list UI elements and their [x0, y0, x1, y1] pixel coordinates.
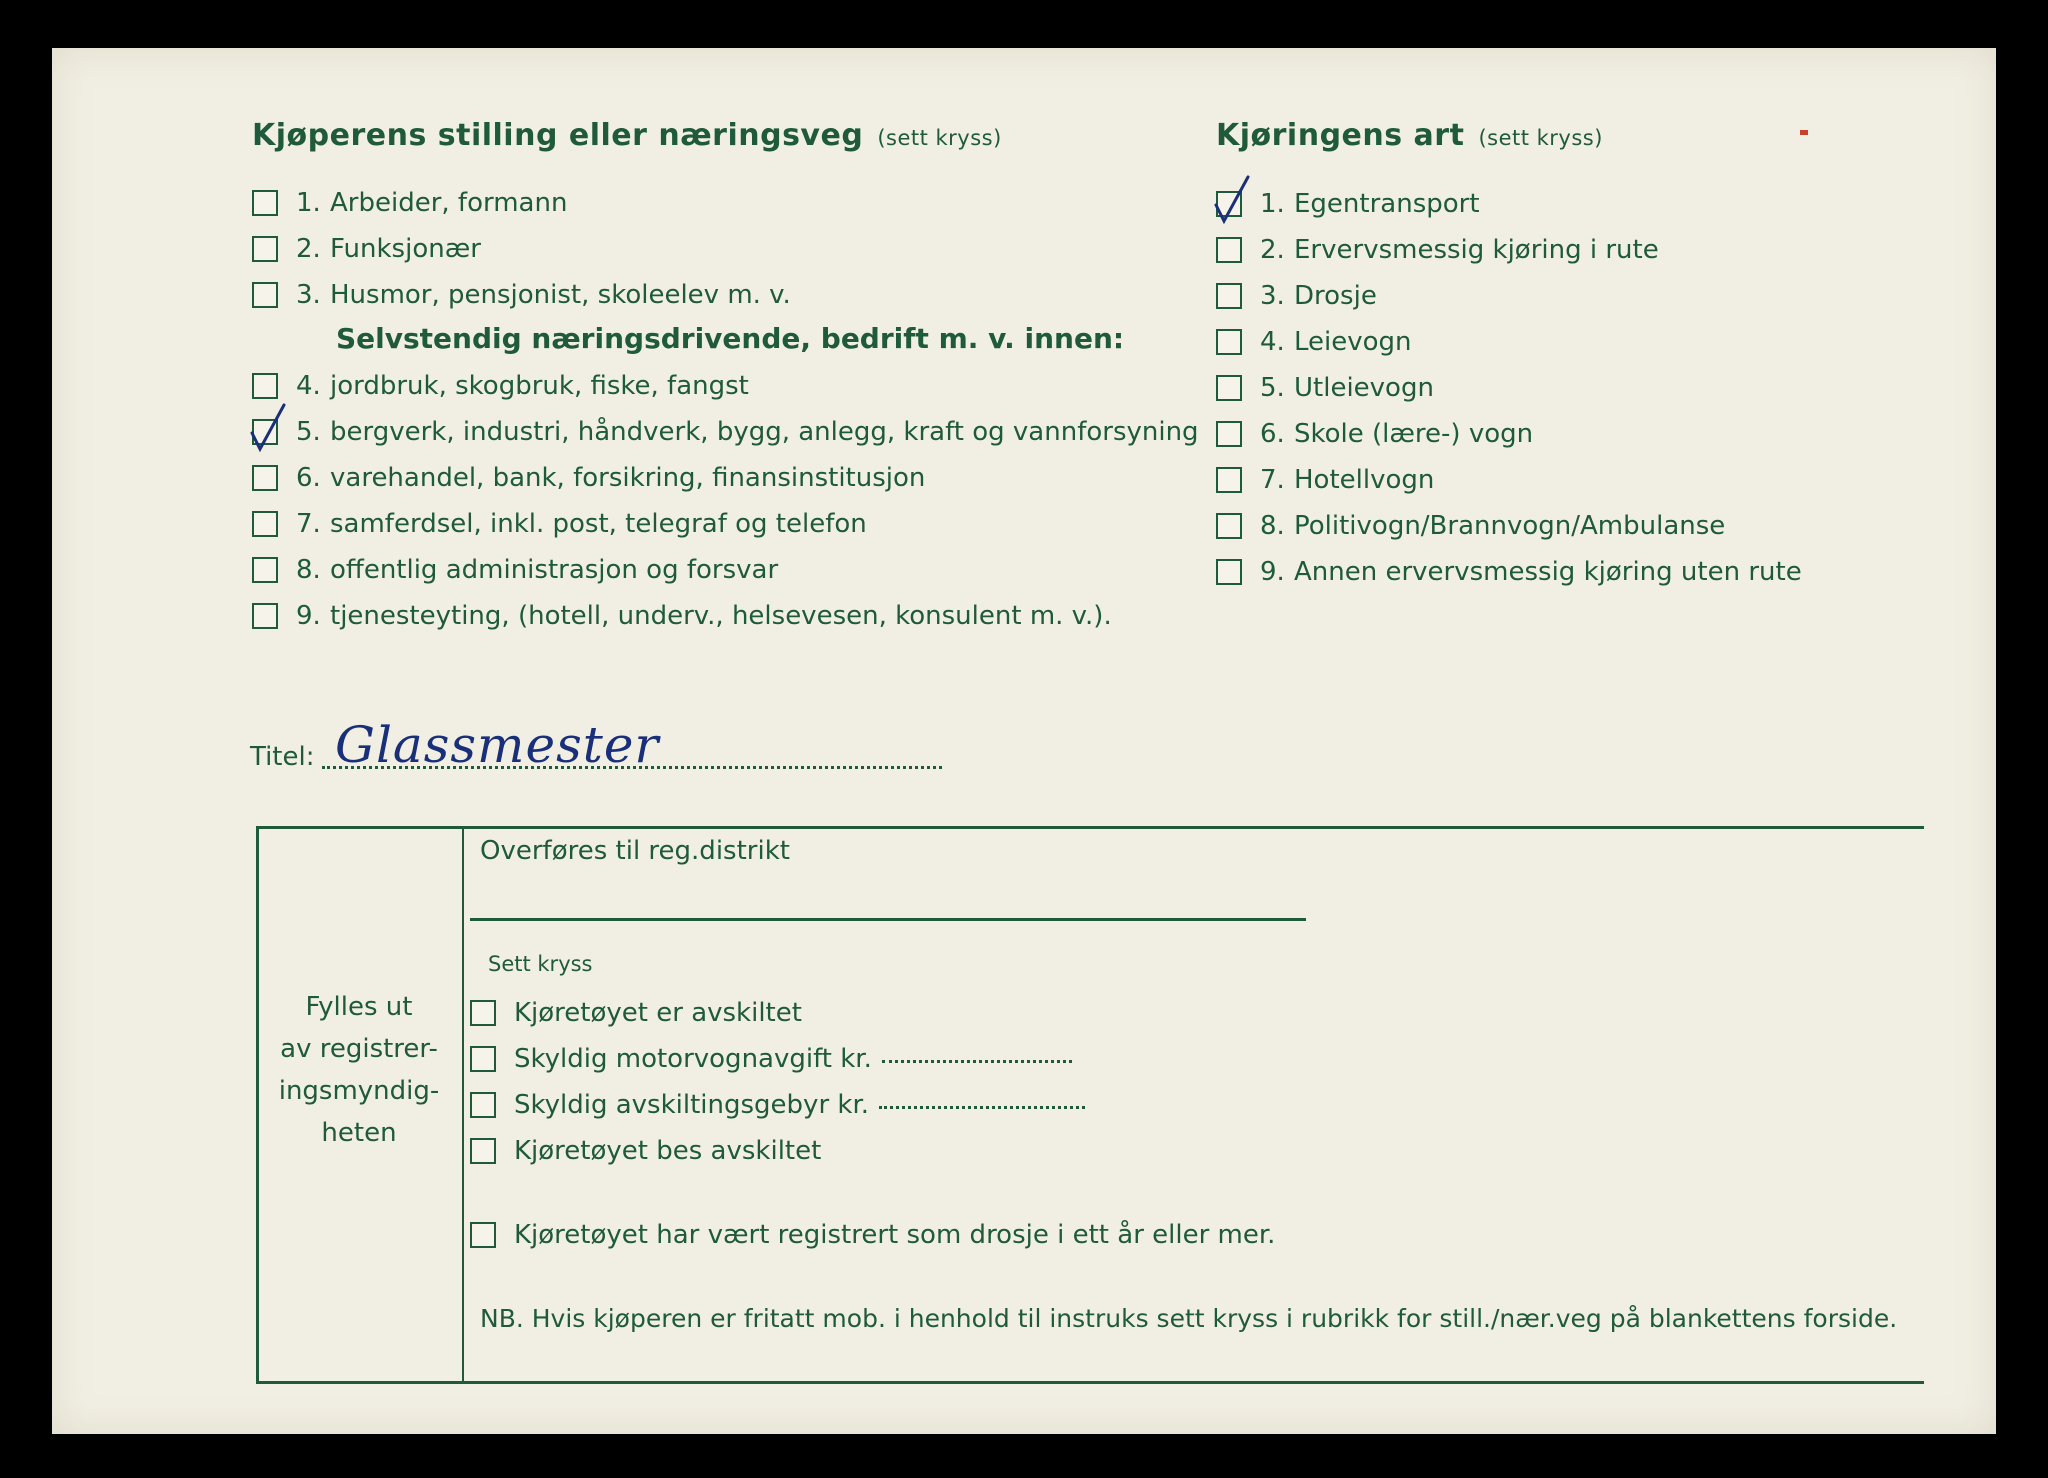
- transfer-label: Overføres til reg.distrikt: [480, 836, 790, 866]
- side-label-line: av registrer-: [280, 1034, 438, 1064]
- item-label: Politivogn/Brannvogn/Ambulanse: [1294, 511, 1726, 541]
- item-number: 9.: [296, 601, 321, 631]
- item-number: 8.: [1260, 511, 1285, 541]
- checkbox-row: [1216, 233, 1659, 267]
- checkbox-row: [252, 461, 925, 495]
- checkbox[interactable]: [1216, 467, 1242, 493]
- checkbox-row: [1216, 187, 1480, 221]
- checkbox-row: [1216, 279, 1377, 313]
- checkbox-row: [1216, 371, 1434, 405]
- registry-item-label: Skyldig avskiltingsgebyr kr.: [514, 1090, 870, 1120]
- item-label: Skole (lære-) vogn: [1294, 419, 1534, 449]
- registry-item-label: Kjøretøyet bes avskiltet: [514, 1136, 822, 1166]
- item-number: 4.: [296, 371, 321, 401]
- item-number: 3.: [296, 280, 321, 310]
- box-bottom-rule: [256, 1381, 1924, 1384]
- item-number: 5.: [296, 417, 321, 447]
- registry-box: [256, 826, 1924, 1384]
- titel-label: Titel:: [250, 742, 315, 772]
- checkbox-row: [252, 553, 778, 587]
- buyer-occupation-heading: [252, 118, 1002, 153]
- registry-checkbox[interactable]: [470, 1000, 496, 1026]
- sett-kryss-label: Sett kryss: [488, 952, 593, 976]
- item-number: 7.: [296, 509, 321, 539]
- driving-type-title: Kjøringens art: [1216, 118, 1465, 153]
- item-number: 4.: [1260, 327, 1285, 357]
- drosje-checkbox[interactable]: [470, 1222, 496, 1248]
- registry-check-row: [470, 1042, 1072, 1076]
- driving-type-heading: [1216, 118, 1603, 153]
- item-label: Husmor, pensjonist, skoleelev m. v.: [330, 280, 791, 310]
- item-number: 3.: [1260, 281, 1285, 311]
- buyer-occupation-note: (sett kryss): [877, 126, 1002, 150]
- checkbox[interactable]: [252, 236, 278, 262]
- item-number: 1.: [296, 188, 321, 218]
- checkbox[interactable]: [1216, 237, 1242, 263]
- item-label: bergverk, industri, håndverk, bygg, anlegg, kraft og vannforsyning: [330, 417, 1199, 447]
- ink-mark: [1800, 130, 1808, 135]
- amount-dotted-field[interactable]: [882, 1056, 1072, 1063]
- buyer-occupation-title: Kjøperens stilling eller næringsveg: [252, 118, 864, 153]
- box-divider-rule: [462, 826, 464, 1384]
- checkbox[interactable]: [252, 282, 278, 308]
- registry-side-label: [256, 986, 462, 1154]
- checkbox[interactable]: [252, 465, 278, 491]
- item-number: 2.: [296, 234, 321, 264]
- checkbox-row: [1216, 463, 1434, 497]
- drosje-row: [470, 1218, 1275, 1252]
- registry-item-label: Kjøretøyet er avskiltet: [514, 998, 802, 1028]
- registry-checkbox[interactable]: [470, 1046, 496, 1072]
- checkbox-row: [252, 415, 1199, 449]
- amount-dotted-field[interactable]: [879, 1102, 1085, 1109]
- checkbox[interactable]: [252, 190, 278, 216]
- checkbox[interactable]: [252, 419, 278, 445]
- checkbox[interactable]: [1216, 421, 1242, 447]
- checkbox-row: [1216, 417, 1533, 451]
- checkbox-row: [1216, 509, 1725, 543]
- checkbox[interactable]: [1216, 191, 1242, 217]
- registry-check-row: [470, 1088, 1085, 1122]
- item-label: offentlig administrasjon og forsvar: [330, 555, 779, 585]
- checkbox[interactable]: [252, 373, 278, 399]
- checkbox-row: [252, 278, 791, 312]
- item-label: varehandel, bank, forsikring, finansinstitusjon: [330, 463, 926, 493]
- side-label-line: Fylles ut: [305, 992, 413, 1022]
- checkbox-row: [252, 186, 567, 220]
- item-number: 7.: [1260, 465, 1285, 495]
- checkbox-row: [252, 369, 749, 403]
- item-label: Funksjonær: [330, 234, 481, 264]
- side-label-line: heten: [321, 1118, 397, 1148]
- item-number: 2.: [1260, 235, 1285, 265]
- registry-check-row: [470, 996, 802, 1030]
- checkbox-row: [1216, 555, 1802, 589]
- item-number: 1.: [1260, 189, 1285, 219]
- item-label: Hotellvogn: [1294, 465, 1435, 495]
- item-label: Utleievogn: [1294, 373, 1434, 403]
- item-number: 5.: [1260, 373, 1285, 403]
- item-number: 8.: [296, 555, 321, 585]
- checkbox-row: [252, 232, 481, 266]
- nb-note: NB. Hvis kjøperen er fritatt mob. i henhold til instruks sett kryss i rubrikk for still./nær.veg på blankettens forside.: [480, 1304, 1898, 1333]
- reg-district-line: [470, 918, 1306, 921]
- registry-checkbox[interactable]: [470, 1092, 496, 1118]
- checkbox[interactable]: [1216, 559, 1242, 585]
- checkbox[interactable]: [1216, 283, 1242, 309]
- item-label: tjenesteyting, (hotell, underv., helsevesen, konsulent m. v.).: [330, 601, 1112, 631]
- item-number: 6.: [296, 463, 321, 493]
- item-label: Ervervsmessig kjøring i rute: [1294, 235, 1659, 265]
- driving-type-note: (sett kryss): [1478, 126, 1603, 150]
- checkbox[interactable]: [1216, 513, 1242, 539]
- checkbox[interactable]: [252, 557, 278, 583]
- registry-checkbox[interactable]: [470, 1138, 496, 1164]
- item-number: 6.: [1260, 419, 1285, 449]
- item-number: 9.: [1260, 557, 1285, 587]
- item-label: Leievogn: [1294, 327, 1412, 357]
- item-label: Arbeider, formann: [330, 188, 568, 218]
- item-label: jordbruk, skogbruk, fiske, fangst: [330, 371, 749, 401]
- side-label-line: ingsmyndig-: [278, 1076, 440, 1106]
- item-label: Annen ervervsmessig kjøring uten rute: [1294, 557, 1802, 587]
- registry-item-label: Skyldig motorvognavgift kr.: [514, 1044, 872, 1074]
- checkbox[interactable]: [1216, 329, 1242, 355]
- checkbox-row: [1216, 325, 1412, 359]
- item-label: Egentransport: [1294, 189, 1480, 219]
- drosje-label: Kjøretøyet har vært registrert som drosje i ett år eller mer.: [514, 1220, 1276, 1250]
- self-employed-subheading: Selvstendig næringsdrivende, bedrift m. v. innen:: [336, 322, 1125, 355]
- checkbox[interactable]: [1216, 375, 1242, 401]
- registry-check-row: [470, 1134, 821, 1168]
- item-label: samferdsel, inkl. post, telegraf og telefon: [330, 509, 867, 539]
- checkbox-row: [252, 599, 1112, 633]
- checkbox-row: [252, 507, 867, 541]
- item-label: Drosje: [1294, 281, 1377, 311]
- checkbox[interactable]: [252, 603, 278, 629]
- checkbox[interactable]: [252, 511, 278, 537]
- titel-value[interactable]: Glassmester: [335, 716, 660, 774]
- box-top-rule: [256, 826, 1924, 829]
